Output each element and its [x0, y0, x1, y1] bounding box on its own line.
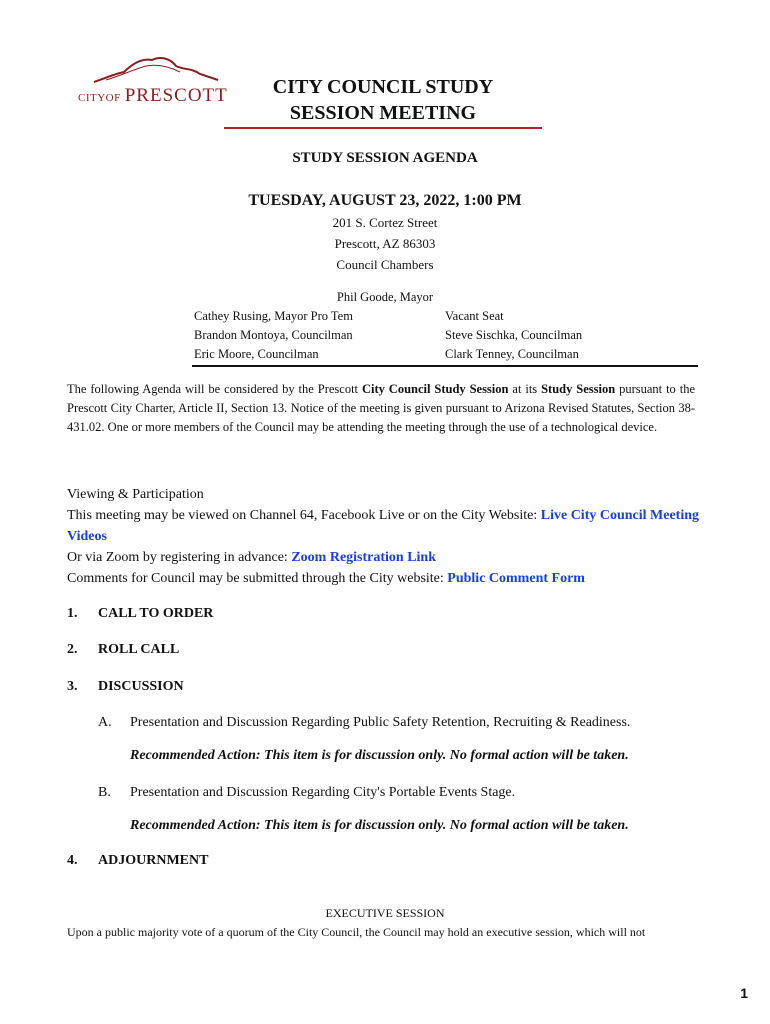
sub-item-letter: A.: [98, 715, 112, 730]
address-line-3: Council Chambers: [336, 257, 434, 272]
council-member: Steve Sischka, Councilman: [445, 328, 583, 342]
agenda-subtitle: STUDY SESSION AGENDA: [292, 150, 478, 166]
agenda-item-call-to-order: CALL TO ORDER: [98, 606, 214, 621]
agenda-item-adjournment: ADJOURNMENT: [98, 853, 209, 868]
title-line-2: SESSION MEETING: [289, 102, 477, 124]
viewing-line-3: [67, 568, 703, 589]
intro-text: The following Agenda will be considered by the Prescott: [67, 382, 362, 396]
viewing-text: Or via Zoom by registering in advance:: [67, 550, 292, 565]
executive-session-text: Upon a public majority vote of a quorum of the City Council, the Council may hold an executive session, which will not: [67, 925, 646, 939]
sub-item-letter: B.: [98, 785, 111, 800]
council-divider: [192, 365, 698, 367]
public-comment-link[interactable]: Public Comment Form: [447, 571, 585, 586]
sub-item-text: Presentation and Discussion Regarding City's Portable Events Stage.: [130, 785, 516, 800]
agenda-item-roll-call: ROLL CALL: [98, 642, 180, 657]
viewing-heading: Viewing & Participation: [67, 487, 204, 502]
sub-item-text: Presentation and Discussion Regarding Public Safety Retention, Recruiting & Readiness.: [130, 715, 631, 730]
address-line-1: 201 S. Cortez Street: [332, 215, 438, 230]
agenda-item-number: 2.: [67, 642, 78, 657]
intro-paragraph: [67, 380, 695, 437]
council-member: Clark Tenney, Councilman: [445, 347, 579, 361]
agenda-item-number: 1.: [67, 606, 78, 621]
intro-bold-session: Study Session: [541, 382, 616, 396]
viewing-text: Comments for Council may be submitted through the City website:: [67, 571, 448, 586]
council-member: Brandon Montoya, Councilman: [194, 328, 353, 342]
executive-session-title: EXECUTIVE SESSION: [325, 906, 445, 920]
title-divider: [224, 127, 542, 129]
viewing-text: This meeting may be viewed on Channel 64, Facebook Live or on the City Website:: [67, 508, 541, 523]
logo-name-text: PRESCOTT: [124, 85, 228, 106]
agenda-item-number: 3.: [67, 679, 78, 694]
council-member: Cathey Rusing, Mayor Pro Tem: [194, 309, 353, 323]
recommended-action: Recommended Action: This item is for discussion only. No formal action will be taken.: [130, 818, 629, 833]
agenda-item-discussion: DISCUSSION: [98, 679, 184, 694]
viewing-line-1: [67, 505, 703, 547]
agenda-item-number: 4.: [67, 853, 78, 868]
intro-text: at its: [508, 382, 542, 396]
intro-text: pursuant to the Prescott City Charter, Article II, Section 13. Notice of the meeting is given pursuant to Arizona Revised Statutes, Section 38-431.02. One or more members of the Council may be attending the meeting through the use of a technological device.: [67, 382, 695, 434]
live-videos-link[interactable]: Live City Council Meeting Videos: [67, 508, 700, 544]
intro-bold-body: City Council Study Session: [361, 382, 509, 396]
logo-of-text: OF: [105, 92, 121, 104]
council-member: Eric Moore, Councilman: [194, 347, 319, 361]
city-logo: [76, 52, 228, 106]
title-line-1: CITY COUNCIL STUDY: [272, 76, 494, 98]
zoom-registration-link[interactable]: Zoom Registration Link: [291, 550, 437, 565]
address-line-2: Prescott, AZ 86303: [334, 236, 436, 251]
recommended-action: Recommended Action: This item is for discussion only. No formal action will be taken.: [130, 748, 629, 763]
mountain-logo-icon: [76, 52, 222, 86]
viewing-line-2: [67, 547, 703, 568]
logo-city-text: CITY: [78, 92, 106, 104]
page-number: 1: [740, 985, 748, 1001]
council-member: Vacant Seat: [445, 309, 504, 323]
meeting-datetime: TUESDAY, AUGUST 23, 2022, 1:00 PM: [248, 192, 522, 209]
mayor-name: Phil Goode, Mayor: [336, 290, 434, 304]
page-title: [226, 74, 540, 126]
